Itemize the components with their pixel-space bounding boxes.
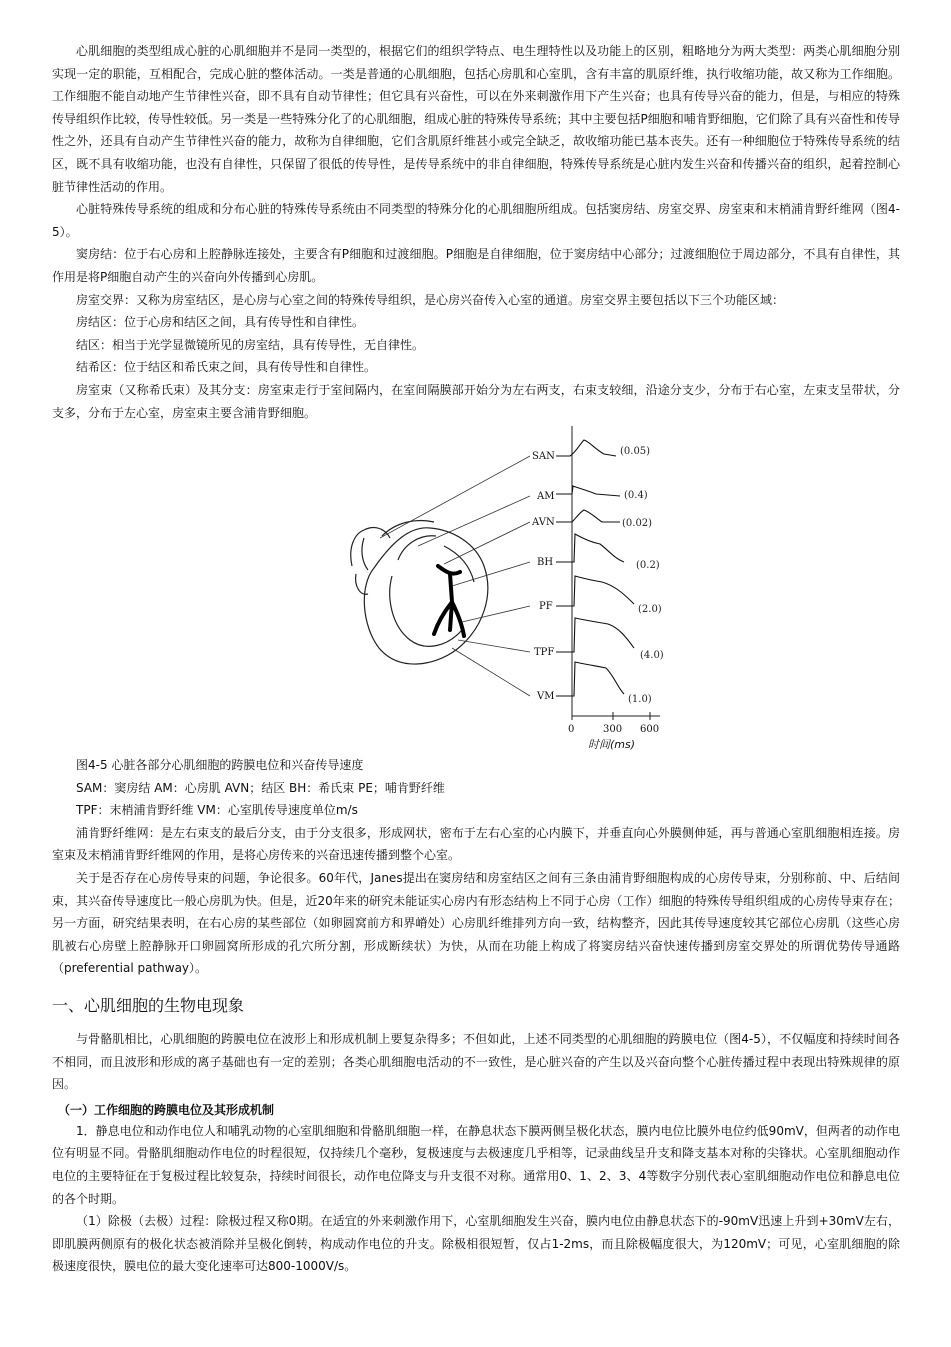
tick-0: 0 bbox=[568, 724, 575, 736]
tick-300: 300 bbox=[603, 724, 623, 736]
speed-san: (0.05) bbox=[620, 446, 651, 458]
tick-600: 600 bbox=[640, 724, 660, 736]
paragraph-av-junction: 房室交界：又称为房室结区，是心房与心室之间的特殊传导组织，是心房兴奋传入心室的通道。房室交界主要包括以下三个功能区域： bbox=[76, 292, 785, 307]
label-vm: VM bbox=[537, 691, 555, 703]
leader-lines bbox=[380, 456, 530, 696]
label-bh: BH bbox=[537, 557, 554, 569]
label-am: AM bbox=[537, 491, 555, 503]
paragraph-resting-action-potential: 1．静息电位和动作电位人和哺乳动物的心室肌细胞和骨骼肌细胞一样，在静息状态下膜两侧呈极化状态，膜内电位比膜外电位约低90mV，但两者的动作电位有明显不同。骨骼肌细胞动作电位的时程很短，仅持续几个毫秒，复极速度与去极速度几乎相等，记录曲线呈升支和降支基本对称的尖锋状。心室肌细胞动作电位的主要特征在于复极过程比较复杂，持续时间很长，动作电位降支与升支很不对称。通常用0、1、2、3、4等数字分别代表心室肌细胞动作电位和静息电位的各个时期。 bbox=[52, 1123, 900, 1206]
paragraph-his-bundle: 房室束（又称希氏束）及其分支：房室束走行于室间隔内，在室间隔膜部开始分为左右两支，右束支较细，沿途分支少，分布于右心室，左束支呈带状，分支多，分布于左心室，房室束主要含浦肯野细胞。 bbox=[52, 382, 900, 420]
trace-labels bbox=[531, 451, 555, 702]
speed-values bbox=[620, 446, 664, 705]
speed-tpf: (4.0) bbox=[640, 650, 664, 662]
speed-bh: (0.2) bbox=[636, 560, 660, 572]
figure-caption-line1: SAM：窦房结 AM：心房肌 AVN；结区 BH：希氏束 PE；哺肯野纤维 bbox=[76, 780, 445, 795]
paragraph-sinoatrial-node: 窦房结：位于右心房和上腔静脉连接处，主要含有P细胞和过渡细胞。P细胞是自律细胞，位于窦房结中心部分；过渡细胞位于周边部分，不具有自律性，其作用是将P细胞自动产生的兴奋向外传播到心房肌。 bbox=[52, 247, 900, 284]
label-san: SAN bbox=[532, 451, 555, 463]
axis-ticks bbox=[568, 724, 659, 735]
label-avn: AVN bbox=[532, 517, 555, 529]
subsection-title: （一）工作细胞的跨膜电位及其形成机制 bbox=[58, 1102, 275, 1117]
paragraph-atrial-tracts: 关于是否存在心房传导束的问题，争论很多。60年代，Janes提出在窦房结和房室结区之间有三条由浦肯野细胞构成的心房传导束，分别称前、中、后结间束，其兴奋传导速度比一般心房肌为快。但是，近20年来的研究未能证实心房内有形态结构上不同于心房（工作）细胞的特殊传导组织组成的心房传导束存在；另一方面，研究结果表明，在右心房的某些部位（如卵圆窝前方和界嵴处）心房肌纤维排列方向一致，结构整齐，因此其传导速度较其它部位心房肌（这些心房肌被右心房壁上腔静脉开口卵圆窝所形成的孔穴所分割，形成断续状）为快，从而在功能上构成了将窦房结兴奋快速传播到房室交界处的所谓优势传导通路（preferential pathway）。 bbox=[52, 871, 900, 976]
speed-avn: (0.02) bbox=[622, 518, 653, 530]
paragraph-depolarization: （1）除极（去极）过程：除极过程又称0期。在适宜的外来刺激作用下，心室肌细胞发生兴奋，膜内电位由静息状态下的-90mV迅速上升到+30mV左右，即肌膜两侧原有的极化状态被消除并呈极化倒转，构成动作电位的升支。除极相很短暂，仅占1-2ms，而且除极幅度很大，为120mV；可见，心室肌细胞的除极速度很快，膜电位的最大变化速率可达800-1000V/s。 bbox=[52, 1214, 900, 1274]
label-tpf: TPF bbox=[534, 647, 555, 659]
figure-caption-title: 图4-5 心脏各部分心肌细胞的跨膜电位和兴奋传导速度 bbox=[76, 758, 364, 773]
action-potential-traces bbox=[556, 440, 634, 696]
paragraph-atrionodal-zone: 房结区：位于心房和结区之间，具有传导性和自律性。 bbox=[76, 315, 365, 330]
paragraph-nodal-zone: 结区：相当于光学显微镜所见的房室结，具有传导性，无自律性。 bbox=[76, 337, 425, 352]
speed-vm: (1.0) bbox=[628, 694, 652, 706]
label-pf: PF bbox=[539, 601, 553, 613]
heart-action-potential-diagram bbox=[334, 426, 674, 754]
paragraph-cell-types: 心肌细胞的类型组成心脏的心肌细胞并不是同一类型的，根据它们的组织学特点、电生理特性以及功能上的区别，粗略地分为两大类型：两类心肌细胞分别实现一定的职能，互相配合，完成心脏的整体活动。一类是普通的心肌细胞，包括心房肌和心室肌，含有丰富的肌原纤维，执行收缩功能，故又称为工作细胞。工作细胞不能自动地产生节律性兴奋，即不具有自动节律性；但它具有兴奋性，可以在外来刺激作用下产生兴奋；也具有传导兴奋的能力，但是，与相应的特殊传导组织作比较，传导性较低。另一类是一些特殊分化了的心肌细胞，组成心脏的特殊传导系统；其中主要包括P细胞和哺肯野细胞，它们除了具有兴奋性和传导性之外，还具有自动产生节律性兴奋的能力，故称为自律细胞，它们含肌原纤维甚小或完全缺乏，故收缩功能已基本丧失。还有一种细胞位于特殊传导系统的结区，既不具有收缩功能，也没有自律性，只保留了很低的传导性，是传导系统中的非自律细胞，特殊传导系统是心脏内发生兴奋和传播兴奋的组织，起着控制心脏节律性活动的作用。 bbox=[52, 44, 900, 194]
conduction-bundle bbox=[434, 566, 464, 636]
paragraph-purkinje-network: 浦肯野纤维网：是左右束支的最后分支，由于分支很多，形成网状，密布于左右心室的心内膜下，并垂直向心外膜侧伸延，再与普通心室肌细胞相连接。房室束及末梢浦肯野纤维网的作用，是将心房传来的兴奋迅速传播到整个心室。 bbox=[52, 825, 900, 863]
document-page bbox=[52, 40, 900, 1278]
section-title: 一、心肌细胞的生物电现象 bbox=[52, 996, 245, 1016]
figure-4-5 bbox=[52, 426, 900, 754]
paragraph-nodal-his-zone: 结希区：位于结区和希氏束之间，具有传导性和自律性。 bbox=[76, 360, 377, 375]
paragraph-conduction-system: 心脏特殊传导系统的组成和分布心脏的特殊传导系统由不同类型的特殊分化的心肌细胞所组成。包括窦房结、房室交界、房室束和末梢浦肯野纤维网（图4-5）。 bbox=[52, 202, 900, 239]
speed-am: (0.4) bbox=[624, 490, 648, 502]
paragraph-section-intro: 与骨骼肌相比，心肌细胞的跨膜电位在波形上和形成机制上要复杂得多；不但如此，上述不同类型的心肌细胞的跨膜电位（图4-5），不仅幅度和持续时间各不相同，而且波形和形成的离子基础也有一定的差别；各类心肌细胞电活动的不一致性，是心脏兴奋的产生以及兴奋向整个心脏传播过程中表现出特殊规律的原因。 bbox=[52, 1032, 900, 1092]
heart-drawing bbox=[351, 521, 488, 665]
figure-caption-line2: TPF：末梢浦肯野纤维 VM：心室肌传导速度单位m/s bbox=[76, 803, 358, 818]
axis-label-time: 时间(ms) bbox=[588, 738, 636, 752]
speed-pf: (2.0) bbox=[638, 604, 662, 616]
